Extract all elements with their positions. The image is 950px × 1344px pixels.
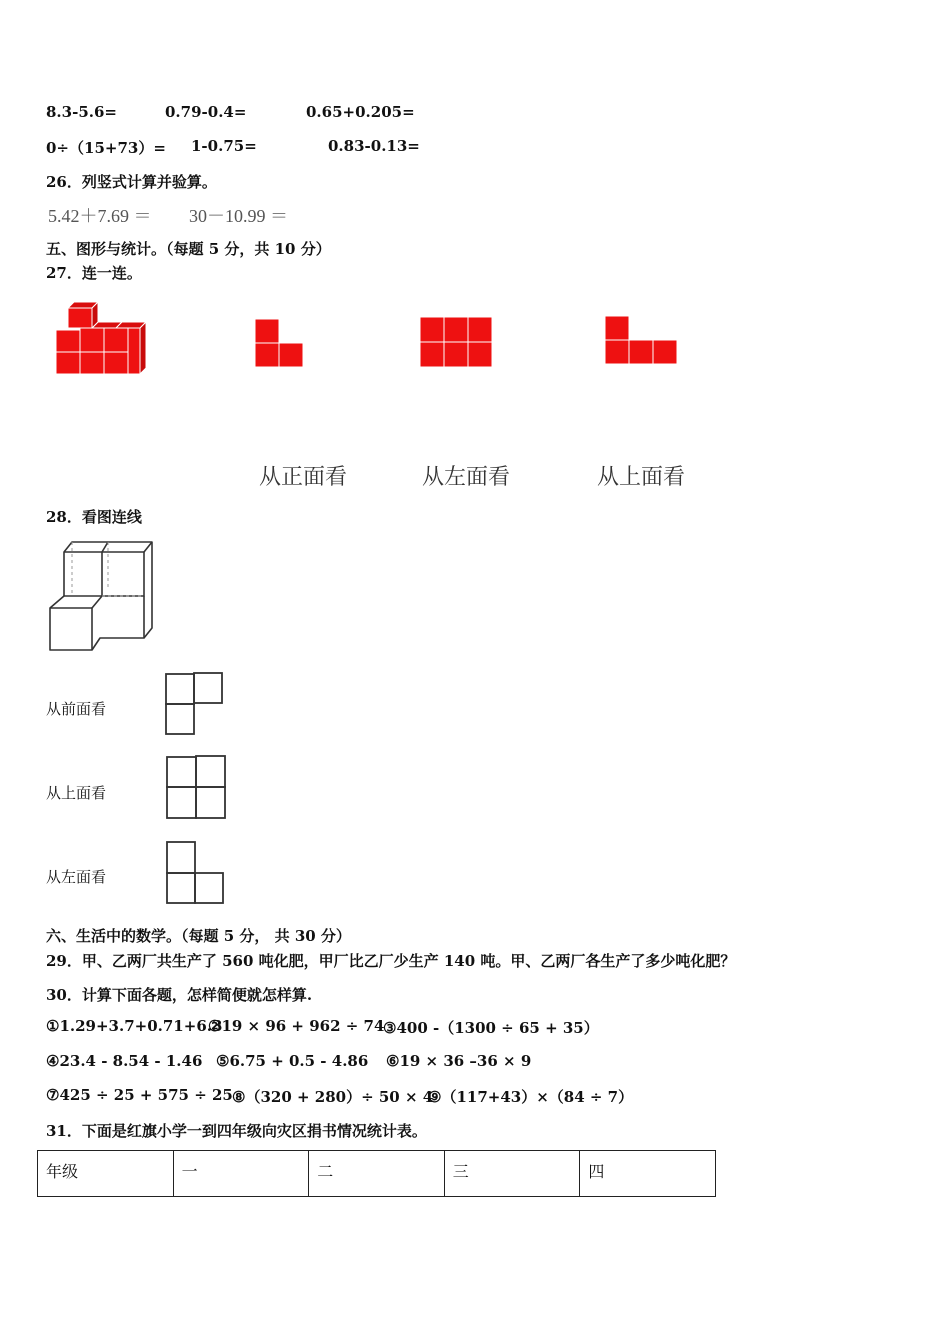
- oral-item-3: 0.65+0.205=: [306, 103, 415, 121]
- red-view-shape-2: [420, 317, 494, 369]
- q30-item-1: ①1.29+3.7+0.71+6.3: [46, 1017, 223, 1035]
- q31-title: 31．下面是红旗小学一到四年级向灾区捐书情况统计表。: [46, 1122, 427, 1140]
- q30-item-9: ⑨（117+43）×（84 ÷ 7）: [428, 1088, 634, 1106]
- view-label-left: 从左面看: [422, 465, 511, 490]
- table-row: [38, 1151, 716, 1197]
- q28-view-label-2: 从上面看: [46, 784, 107, 802]
- q30-item-6: ⑥19 × 36 –36 × 9: [386, 1052, 532, 1070]
- cube-solid-figure: [50, 300, 150, 380]
- q28-view-grid-2: [165, 755, 227, 821]
- q30-item-3: ③400 -（1300 ÷ 65 + 35）: [383, 1019, 599, 1037]
- table-header-g2: 二: [309, 1151, 445, 1197]
- q26-expr-1: 5.42＋7.69 ＝: [48, 206, 152, 226]
- view-label-top: 从上面看: [597, 465, 686, 490]
- q26-title: 26．列竖式计算并验算。: [46, 173, 217, 191]
- oral-item-5: 1-0.75=: [191, 137, 257, 155]
- q28-view-label-1: 从前面看: [46, 700, 107, 718]
- q28-view-label-3: 从左面看: [46, 868, 107, 886]
- q26-expr-2: 30－10.99 ＝: [189, 206, 288, 226]
- table-header-g4: 四: [580, 1151, 716, 1197]
- section6-title: 六、生活中的数学。（每题 5 分， 共 30 分）: [46, 927, 351, 945]
- q27-title: 27．连一连。: [46, 264, 142, 282]
- q28-title: 28．看图连线: [46, 508, 142, 526]
- table-header-grade: 年级: [38, 1151, 174, 1197]
- q28-view-grid-3: [165, 840, 227, 906]
- q30-item-5: ⑤6.75 + 0.5 - 4.86: [216, 1052, 369, 1070]
- q30-title: 30．计算下面各题，怎样简便就怎样算.: [46, 986, 313, 1004]
- section5-title: 五、图形与统计。（每题 5 分，共 10 分）: [46, 240, 331, 258]
- red-view-shape-1: [255, 318, 305, 368]
- table-header-g1: 一: [173, 1151, 309, 1197]
- q30-item-8: ⑧（320 + 280）÷ 50 × 4: [232, 1088, 434, 1106]
- oral-item-1: 8.3-5.6=: [46, 103, 117, 121]
- oral-item-2: 0.79-0.4=: [165, 103, 247, 121]
- view-label-front: 从正面看: [259, 465, 348, 490]
- q30-item-2: ②19 × 96 + 962 ÷ 74: [208, 1017, 385, 1035]
- red-view-shape-3: [605, 316, 679, 366]
- q30-item-4: ④23.4 - 8.54 - 1.46: [46, 1052, 203, 1070]
- table-header-g3: 三: [444, 1151, 580, 1197]
- cube-outline-figure: [46, 540, 156, 655]
- q29-text: 29．甲、乙两厂共生产了 560 吨化肥，甲厂比乙厂少生产 140 吨。甲、乙两厂各生产了多少吨化肥？: [46, 952, 736, 970]
- donation-table: [37, 1150, 716, 1197]
- oral-item-6: 0.83-0.13=: [328, 137, 420, 155]
- oral-item-4: 0÷（15+73）=: [46, 139, 166, 157]
- q30-item-7: ⑦425 ÷ 25 + 575 ÷ 25: [46, 1086, 233, 1104]
- q28-view-grid-1: [165, 672, 225, 738]
